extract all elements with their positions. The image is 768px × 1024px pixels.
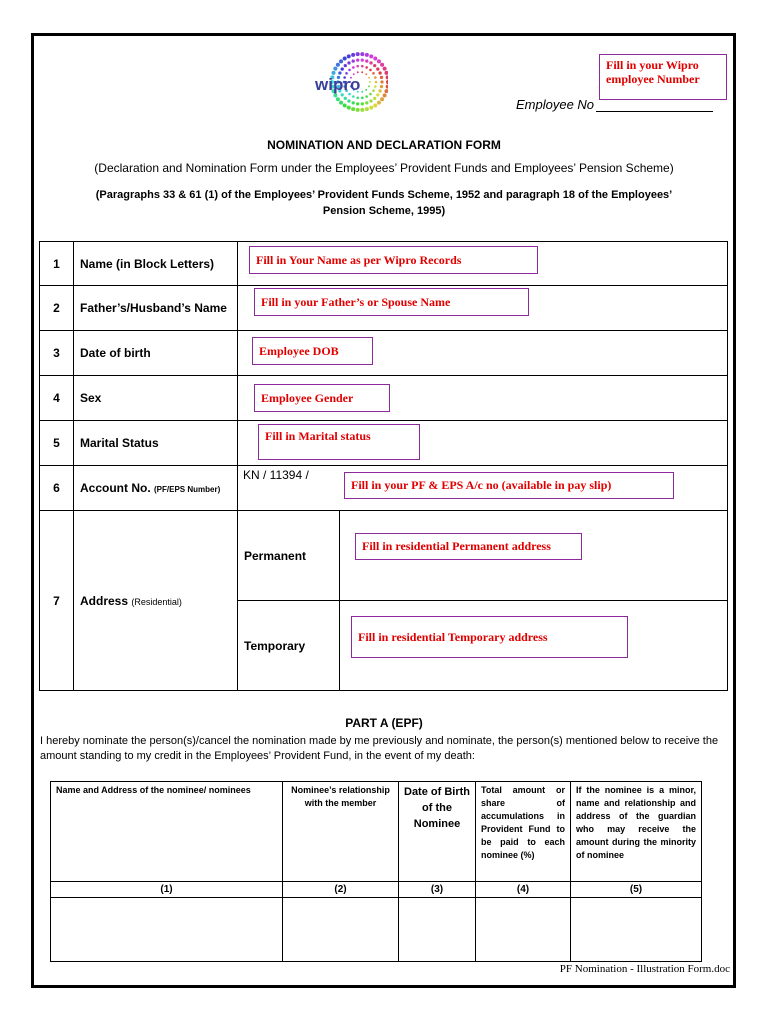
nominee-guardian-header: If the nominee is a minor, name and relationship and address of the guardian who may receive the amount during the minority of nominee <box>571 782 702 882</box>
row-number: 2 <box>40 286 74 331</box>
logo-dot <box>356 52 360 56</box>
logo-dot <box>383 67 387 71</box>
logo-dot <box>351 53 355 57</box>
account-number-field[interactable] <box>238 466 728 511</box>
row-label: Marital Status <box>74 421 238 466</box>
nominee-relationship-cell[interactable] <box>283 898 399 962</box>
form-paragraph-reference: (Paragraphs 33 & 61 (1) of the Employees’ Provident Funds Scheme, 1952 and paragraph 18 of the Employees’ Pension Scheme, 1995) <box>95 189 673 217</box>
logo-dot <box>380 97 384 101</box>
logo-dot <box>386 75 388 79</box>
part-a-intro: I hereby nominate the person(s)/cancel the nomination made by me previously and nominate, the person(s) mentioned below to receive the amount standing to my credit in the Employees’ Provident Fund, in the event of my death: <box>40 735 719 762</box>
logo-dot <box>376 67 379 70</box>
permanent-address-note: Fill in residential Permanent address <box>355 533 582 560</box>
logo-dot <box>339 59 343 63</box>
nominee-table <box>50 781 702 962</box>
row-label: Father’s/Husband’s Name <box>74 286 238 331</box>
table-row <box>40 242 728 286</box>
row-number: 1 <box>40 242 74 286</box>
logo-dot <box>368 77 370 79</box>
fathers-name-field[interactable] <box>238 286 728 331</box>
employee-no-field[interactable] <box>596 111 713 112</box>
logo-dot <box>369 54 373 58</box>
employee-no-label: Employee No <box>516 97 595 112</box>
column-number: (1) <box>51 882 283 898</box>
nominee-name-header: Name and Address of the nominee/ nominees <box>51 782 283 882</box>
logo-dot <box>368 85 370 87</box>
wipro-logo <box>312 50 388 116</box>
logo-dot <box>343 103 347 107</box>
row-number: 7 <box>40 511 74 691</box>
marital-status-field[interactable] <box>238 421 728 466</box>
address-label: Address <box>80 593 129 608</box>
logo-dot <box>361 91 363 93</box>
logo-dot <box>373 57 377 61</box>
permanent-label: Permanent <box>238 511 340 601</box>
form-title: NOMINATION AND DECLARATION FORM <box>267 138 501 152</box>
footer-caption: PF Nomination - Illustration Form.doc <box>559 963 730 975</box>
table-row <box>40 466 728 511</box>
table-row <box>51 782 702 882</box>
fathers-name-note: Fill in your Father’s or Spouse Name <box>254 288 529 316</box>
logo-dot <box>360 52 364 56</box>
address-label-note: (Residential) <box>131 596 182 607</box>
logo-dot <box>347 99 350 102</box>
dob-note: Employee DOB <box>252 337 373 365</box>
logo-dot <box>373 97 376 100</box>
logo-dot <box>341 67 344 70</box>
logo-dot <box>356 97 359 100</box>
logo-dot <box>365 59 368 62</box>
account-label-note: (PF/EPS Number) <box>154 485 221 494</box>
logo-dot <box>369 99 372 102</box>
logo-dot <box>376 93 379 96</box>
row-number: 3 <box>40 331 74 376</box>
logo-dot <box>356 102 359 105</box>
logo-dot <box>380 76 383 79</box>
logo-dot <box>339 101 343 105</box>
row-number: 6 <box>40 466 74 511</box>
nominee-share-cell[interactable] <box>476 898 571 962</box>
logo-dot <box>356 108 360 112</box>
nominee-share-header: Total amount or share of accumulations in Provident Fund to be paid to each nominee (%) <box>476 782 571 882</box>
marital-status-note: Fill in Marital status <box>258 424 420 460</box>
logo-dot <box>377 101 381 105</box>
logo-dot <box>361 71 363 73</box>
table-row <box>51 882 702 898</box>
logo-dot <box>336 97 340 101</box>
logo-dot <box>365 107 369 111</box>
name-note: Fill in Your Name as per Wipro Records <box>249 246 538 274</box>
nominee-guardian-cell[interactable] <box>571 898 702 962</box>
table-row <box>40 376 728 421</box>
table-row <box>40 421 728 466</box>
logo-dot <box>352 66 355 69</box>
table-row <box>40 511 728 601</box>
logo-text: wipro <box>315 75 361 94</box>
logo-dot <box>369 69 372 72</box>
part-a-title: PART A (EPF) <box>345 716 423 730</box>
logo-dot <box>384 71 388 75</box>
temporary-address-note: Fill in residential Temporary address <box>351 616 628 658</box>
logo-dot <box>375 81 378 84</box>
sex-field[interactable] <box>238 376 728 421</box>
column-number: (5) <box>571 882 702 898</box>
column-number: (3) <box>399 882 476 898</box>
logo-dot <box>336 63 340 67</box>
dob-field[interactable] <box>238 331 728 376</box>
form-subtitle: (Declaration and Nomination Form under the Employees’ Provident Funds and Employees’ Pension Scheme) <box>94 161 674 175</box>
logo-dot <box>380 85 383 88</box>
temporary-label: Temporary <box>238 601 340 691</box>
logo-dot <box>361 102 364 105</box>
sex-note: Employee Gender <box>254 384 390 412</box>
table-row <box>40 331 728 376</box>
logo-dot <box>352 101 355 104</box>
logo-dot <box>378 89 381 92</box>
logo-dot <box>344 64 347 67</box>
logo-dot <box>374 85 377 88</box>
row-label: Date of birth <box>74 331 238 376</box>
employee-details-table <box>39 241 728 691</box>
column-number: (4) <box>476 882 571 898</box>
logo-dot <box>361 58 364 61</box>
account-prefix: KN / 11394 / <box>243 468 309 482</box>
logo-dot <box>365 66 368 69</box>
logo-dot <box>356 58 359 61</box>
table-row <box>51 898 702 962</box>
logo-dot <box>348 69 351 72</box>
temporary-address-field[interactable] <box>340 601 728 691</box>
wipro-number-note: Fill in your Wipro employee Number <box>599 54 727 100</box>
logo-dot <box>365 53 369 57</box>
logo-dot <box>361 97 364 100</box>
logo-dot <box>378 71 381 74</box>
logo-dot <box>365 89 367 91</box>
row-label: Sex <box>74 376 238 421</box>
logo-dot <box>373 64 376 67</box>
logo-dot <box>357 71 359 73</box>
nominee-dob-cell[interactable] <box>399 898 476 962</box>
column-number: (2) <box>283 882 399 898</box>
logo-dot <box>372 89 375 92</box>
logo-dot <box>380 80 383 83</box>
row-number: 4 <box>40 376 74 421</box>
table-row <box>40 286 728 331</box>
account-note: Fill in your PF & EPS A/c no (available in pay slip) <box>344 472 674 499</box>
logo-dot <box>347 54 351 58</box>
logo-dot <box>351 107 355 111</box>
row-label: Name (in Block Letters) <box>74 242 238 286</box>
logo-dot <box>343 57 347 61</box>
logo-dot <box>369 61 372 64</box>
logo-dot <box>352 95 355 98</box>
name-field[interactable] <box>238 242 728 286</box>
nominee-name-cell[interactable] <box>51 898 283 962</box>
account-label: Account No. <box>80 481 151 495</box>
logo-dot <box>369 106 373 110</box>
logo-dot <box>352 59 355 62</box>
nominee-relationship-header: Nominee’s relationship with the member <box>283 782 399 882</box>
logo-dot <box>344 97 347 100</box>
logo-dot <box>347 106 351 110</box>
logo-dot <box>369 81 371 83</box>
logo-dot <box>360 108 364 112</box>
permanent-address-field[interactable] <box>340 511 728 601</box>
row-number: 5 <box>40 421 74 466</box>
logo-dot <box>365 95 368 98</box>
logo-dot <box>373 103 377 107</box>
logo-dot <box>377 59 381 63</box>
logo-dot <box>361 65 364 68</box>
logo-dot <box>356 65 359 68</box>
logo-dot <box>365 73 367 75</box>
row-label <box>74 511 238 691</box>
row-label <box>74 466 238 511</box>
logo-dot <box>369 93 372 96</box>
logo-dot <box>384 89 388 93</box>
logo-dot <box>383 93 387 97</box>
logo-dot <box>374 76 377 79</box>
logo-dot <box>347 61 350 64</box>
logo-dot <box>365 101 368 104</box>
logo-dot <box>386 85 388 89</box>
nominee-dob-header: Date of Birth of the Nominee <box>399 782 476 882</box>
logo-dot <box>380 63 384 67</box>
logo-dot <box>372 72 375 75</box>
logo-dot <box>333 67 337 71</box>
logo-dot <box>386 80 388 84</box>
